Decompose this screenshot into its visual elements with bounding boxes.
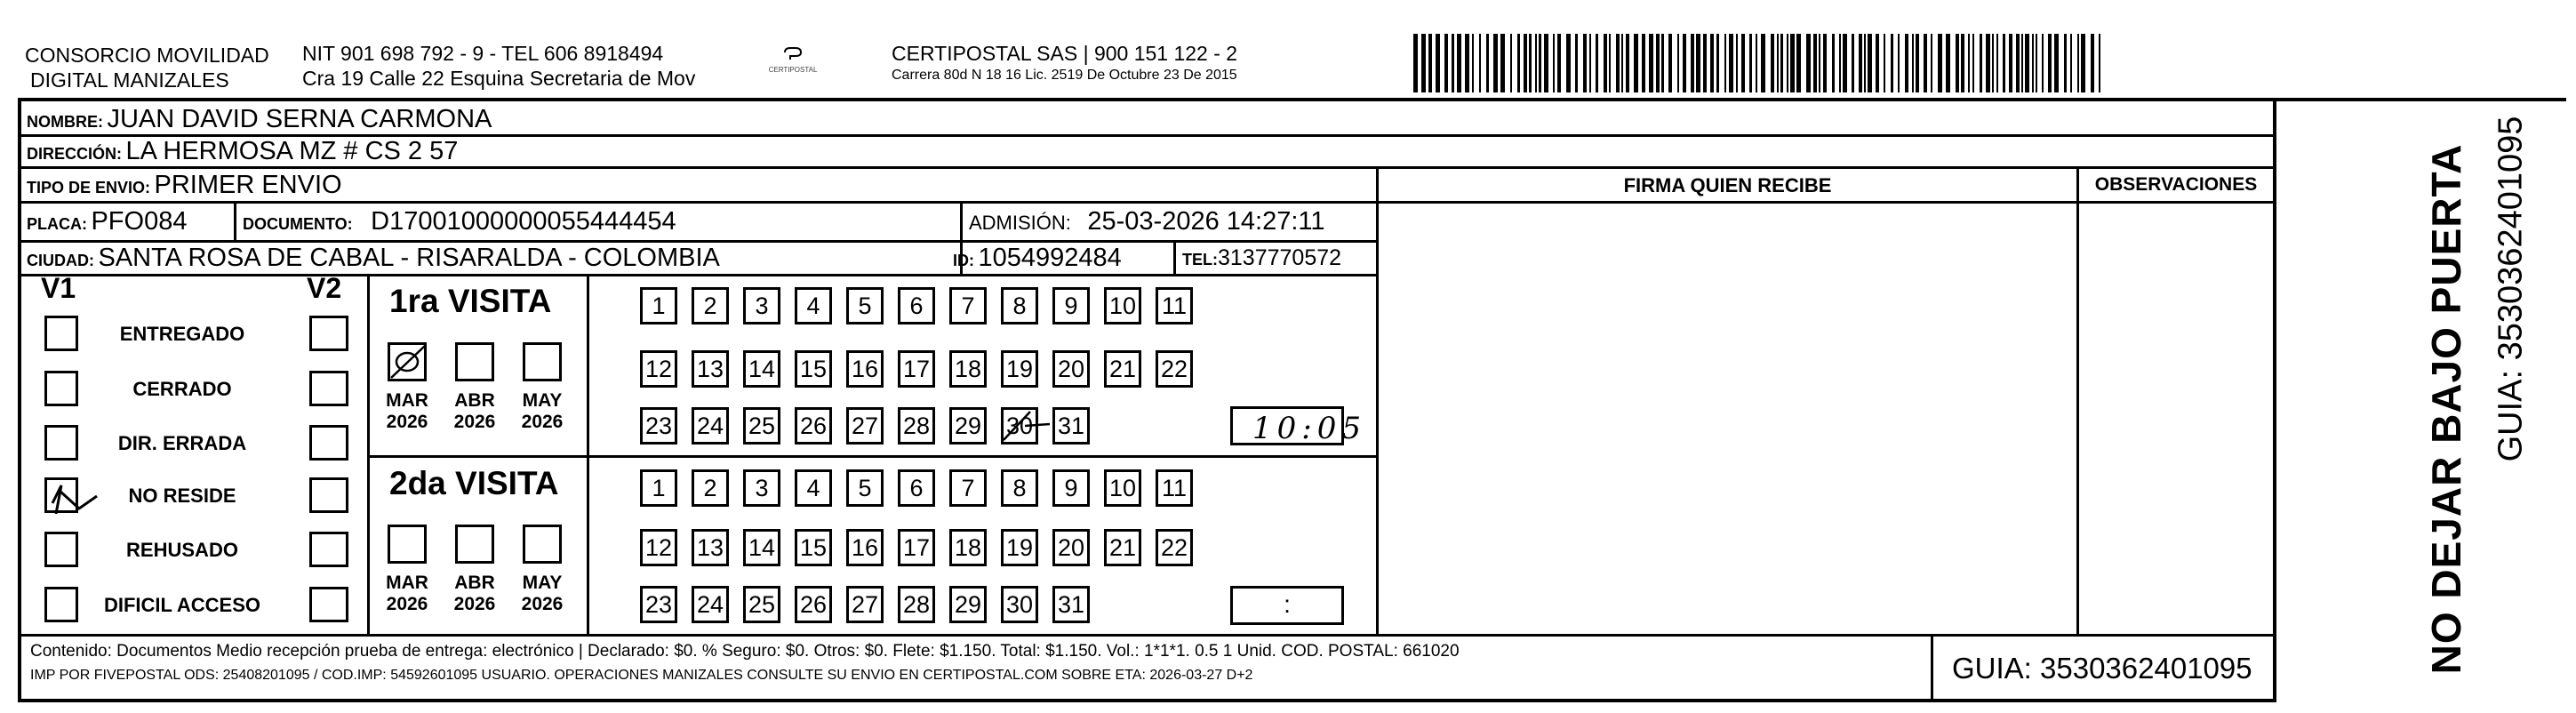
address-line: Cra 19 Calle 22 Esquina Secretaria de Mov	[302, 67, 696, 90]
day-box[interactable]: 17	[898, 350, 935, 388]
day-box[interactable]: 3	[743, 287, 780, 324]
row-tel	[1182, 243, 1341, 276]
day-box[interactable]: 26	[795, 407, 832, 445]
row-tipo	[27, 170, 342, 204]
day-box[interactable]: 27	[846, 407, 884, 445]
day-box[interactable]: 18	[949, 529, 987, 566]
status-label: DIFICIL ACCESO	[103, 594, 260, 616]
month-checkbox[interactable]	[523, 525, 562, 564]
sep-id-tel	[1173, 240, 1176, 276]
day-box[interactable]: 19	[1001, 350, 1038, 388]
direccion-label: DIRECCIÓN:	[27, 145, 122, 163]
carrier-logo-text: CERTIPOSTAL	[768, 66, 818, 74]
no-dejar-bajo-puerta: NO DEJAR BAJO PUERTA	[2423, 143, 2469, 675]
id-value: 1054992484	[978, 244, 1122, 272]
footer-guia-sep	[1931, 634, 1933, 701]
day-box[interactable]: 14	[743, 529, 780, 566]
carrier-line-1: CERTIPOSTAL SAS | 900 151 122 - 2	[892, 42, 1238, 65]
col-sep-obs	[2076, 166, 2079, 635]
second-visit-time-box[interactable]	[1230, 586, 1344, 625]
day-box[interactable]: 28	[898, 586, 935, 623]
day-box[interactable]: 27	[846, 586, 884, 623]
documento-label: DOCUMENTO:	[243, 215, 353, 233]
day-box[interactable]: 20	[1052, 350, 1090, 388]
row-admision	[969, 206, 1325, 241]
status-v2-checkbox[interactable]	[309, 532, 348, 567]
month-checkbox[interactable]	[388, 525, 427, 564]
row-id	[953, 243, 1122, 277]
month-label: ABR 2026	[453, 390, 496, 432]
day-box[interactable]: 13	[692, 350, 729, 388]
day-box[interactable]: 20	[1052, 529, 1090, 566]
day-box[interactable]: 3	[743, 469, 780, 507]
day-box[interactable]: 6	[898, 287, 935, 324]
day-box[interactable]: 5	[846, 469, 884, 507]
carrier-line-2: Carrera 80d N 18 16 Lic. 2519 De Octubre 23 De 2015	[892, 68, 1237, 83]
status-label: DIR. ERRADA	[117, 432, 247, 454]
day-box[interactable]: 1	[640, 287, 677, 324]
day-box[interactable]: 11	[1156, 469, 1193, 507]
day-box[interactable]: 13	[692, 529, 729, 566]
tel-label: TEL:	[1182, 251, 1218, 268]
status-label: CERRADO	[132, 378, 232, 400]
day-box[interactable]: 8	[1001, 287, 1038, 324]
ciudad-label: CIUDAD:	[27, 252, 94, 269]
placa-value: PFO084	[91, 207, 188, 236]
month-checkbox[interactable]	[523, 342, 562, 381]
status-v2-checkbox[interactable]	[309, 587, 348, 622]
day-box[interactable]: 7	[949, 469, 987, 507]
day-box[interactable]: 31	[1052, 407, 1090, 445]
day-box[interactable]: 16	[846, 529, 884, 566]
frame-bottom	[18, 699, 2276, 702]
day-box[interactable]: 22	[1156, 529, 1193, 566]
tipo-label: TIPO DE ENVIO:	[27, 179, 151, 196]
second-visit-time: :	[1284, 590, 1291, 618]
admision-label: ADMISIÓN:	[969, 212, 1071, 234]
day-box[interactable]: 15	[795, 350, 832, 388]
barcode	[1413, 34, 2107, 92]
month-label: ABR 2026	[453, 573, 496, 614]
day-box[interactable]: 14	[743, 350, 780, 388]
sep-visit-rows	[367, 455, 1378, 458]
placa-label: PLACA:	[27, 215, 87, 233]
frame-top	[18, 98, 2276, 101]
day-box[interactable]: 28	[898, 407, 935, 445]
carrier-logo-icon	[782, 46, 804, 60]
month-label: MAY 2026	[521, 390, 564, 432]
observaciones-header: OBSERVACIONES	[2094, 174, 2258, 195]
frame-right-inner	[2273, 98, 2276, 702]
observations-area[interactable]	[2082, 206, 2270, 631]
day-box[interactable]: 29	[949, 586, 987, 623]
footer-imp: IMP POR FIVEPOSTAL ODS: 25408201095 / COD.IMP: 54592601095 USUARIO. OPERACIONES MANIZALES CONSULTE SU ENVIO EN CERTIPOSTAL.COM SOBRE ETA: 2026-03-27 D+2	[30, 668, 1253, 683]
day-box[interactable]: 10	[1104, 469, 1141, 507]
documento-value: D17001000000055444454	[371, 207, 676, 236]
sep-placa	[234, 204, 236, 241]
company-name	[25, 43, 269, 92]
day-box[interactable]: 2	[692, 287, 729, 324]
day-box[interactable]: 15	[795, 529, 832, 566]
direccion-value: LA HERMOSA MZ # CS 2 57	[125, 137, 459, 165]
day-box[interactable]: 16	[846, 350, 884, 388]
day-box[interactable]: 11	[1156, 287, 1193, 324]
day-box[interactable]: 2	[692, 469, 729, 507]
month-label: MAR 2026	[386, 390, 428, 432]
first-visit-time-box[interactable]	[1230, 406, 1366, 446]
footer-contenido: Contenido: Documentos Medio recepción prueba de entrega: electrónico | Declarado: $0. % Seguro: $0. Otros: $0. Flete: $1.150. Total: $1.150. Vol.: 1*1*1. 0.5 1 Unid. COD. POSTAL: 661020	[30, 642, 1460, 661]
day-box[interactable]: 24	[692, 586, 729, 623]
status-label: ENTREGADO	[119, 323, 245, 345]
tipo-value: PRIMER ENVIO	[154, 171, 342, 199]
footer-guia: GUIA: 3530362401095	[1952, 652, 2252, 685]
day-box[interactable]: 31	[1052, 586, 1090, 623]
day-box[interactable]: 30	[1001, 586, 1038, 623]
v2-header: V2	[307, 272, 342, 304]
row-ciudad	[27, 243, 720, 277]
col-head-sep	[1378, 201, 2276, 204]
ciudad-value: SANTA ROSA DE CABAL - RISARALDA - COLOMBIA	[98, 244, 720, 272]
day-box[interactable]: 9	[1052, 469, 1090, 507]
company-line-1: CONSORCIO MOVILIDAD	[25, 44, 269, 67]
day-box[interactable]: 21	[1104, 350, 1141, 388]
second-visit-title: 2da VISITA	[389, 465, 559, 501]
day-box[interactable]: 12	[640, 529, 677, 566]
day-box[interactable]: 24	[692, 407, 729, 445]
frame-left	[18, 98, 21, 702]
carrier-info	[892, 41, 1237, 85]
status-label: REHUSADO	[126, 539, 238, 561]
day-box[interactable]: 30	[1001, 407, 1038, 445]
sep-visits	[587, 274, 589, 635]
day-box[interactable]: 6	[898, 469, 935, 507]
first-visit-time: 10:05	[1252, 411, 1366, 446]
signature-area[interactable]	[1381, 206, 2075, 631]
month-checkbox[interactable]	[388, 342, 427, 381]
row-placa	[27, 206, 187, 241]
day-box[interactable]: 7	[949, 287, 987, 324]
day-box[interactable]: 4	[795, 287, 832, 324]
carrier-logo	[766, 46, 820, 76]
month-label: MAR 2026	[386, 573, 428, 614]
nit-line: NIT 901 698 792 - 9 - TEL 606 8918494	[302, 42, 664, 65]
frame-top-side	[2273, 98, 2566, 101]
day-box[interactable]: 23	[640, 407, 677, 445]
nombre-label: NOMBRE:	[27, 113, 103, 131]
admision-value: 25-03-2026 14:27:11	[1087, 207, 1325, 236]
day-box[interactable]: 17	[898, 529, 935, 566]
day-box[interactable]: 5	[846, 287, 884, 324]
day-box[interactable]: 23	[640, 586, 677, 623]
handwritten-strike-icon	[998, 406, 1052, 445]
status-v2-checkbox[interactable]	[309, 425, 348, 461]
status-v2-checkbox[interactable]	[309, 371, 348, 406]
day-box[interactable]: 9	[1052, 287, 1090, 324]
row-nombre	[27, 104, 492, 139]
col-sep-firma	[1376, 166, 1379, 635]
id-label: ID:	[953, 252, 974, 269]
status-label: NO RESIDE	[128, 485, 236, 507]
day-box[interactable]: 18	[949, 350, 987, 388]
firma-header: FIRMA QUIEN RECIBE	[1623, 174, 1832, 196]
v1-header: V1	[41, 272, 76, 304]
day-box[interactable]: 8	[1001, 469, 1038, 507]
day-box[interactable]: 26	[795, 586, 832, 623]
first-visit-title: 1ra VISITA	[389, 283, 552, 319]
month-checkbox[interactable]	[455, 342, 494, 381]
company-contact	[302, 41, 695, 91]
row-documento	[243, 206, 676, 241]
day-box[interactable]: 25	[743, 407, 780, 445]
company-line-2: DIGITAL MANIZALES	[30, 68, 229, 92]
day-box[interactable]: 29	[949, 407, 987, 445]
day-box[interactable]: 10	[1104, 287, 1141, 324]
status-v2-checkbox[interactable]	[309, 316, 348, 351]
handwritten-mark-icon	[388, 342, 427, 381]
status-v2-checkbox[interactable]	[309, 477, 348, 513]
tel-value: 3137770572	[1218, 245, 1342, 270]
side-guia: GUIA: 3530362401095	[2492, 116, 2530, 462]
footer-sep	[18, 634, 2276, 637]
month-checkbox[interactable]	[455, 525, 494, 564]
month-label: MAY 2026	[521, 573, 564, 614]
day-box[interactable]: 22	[1156, 350, 1193, 388]
day-box[interactable]: 1	[640, 469, 677, 507]
day-box[interactable]: 12	[640, 350, 677, 388]
day-box[interactable]: 21	[1104, 529, 1141, 566]
day-box[interactable]: 19	[1001, 529, 1038, 566]
day-box[interactable]: 4	[795, 469, 832, 507]
day-box[interactable]: 25	[743, 586, 780, 623]
row-direccion	[27, 136, 458, 171]
nombre-value: JUAN DAVID SERNA CARMONA	[107, 105, 492, 133]
sep-status	[367, 274, 370, 635]
